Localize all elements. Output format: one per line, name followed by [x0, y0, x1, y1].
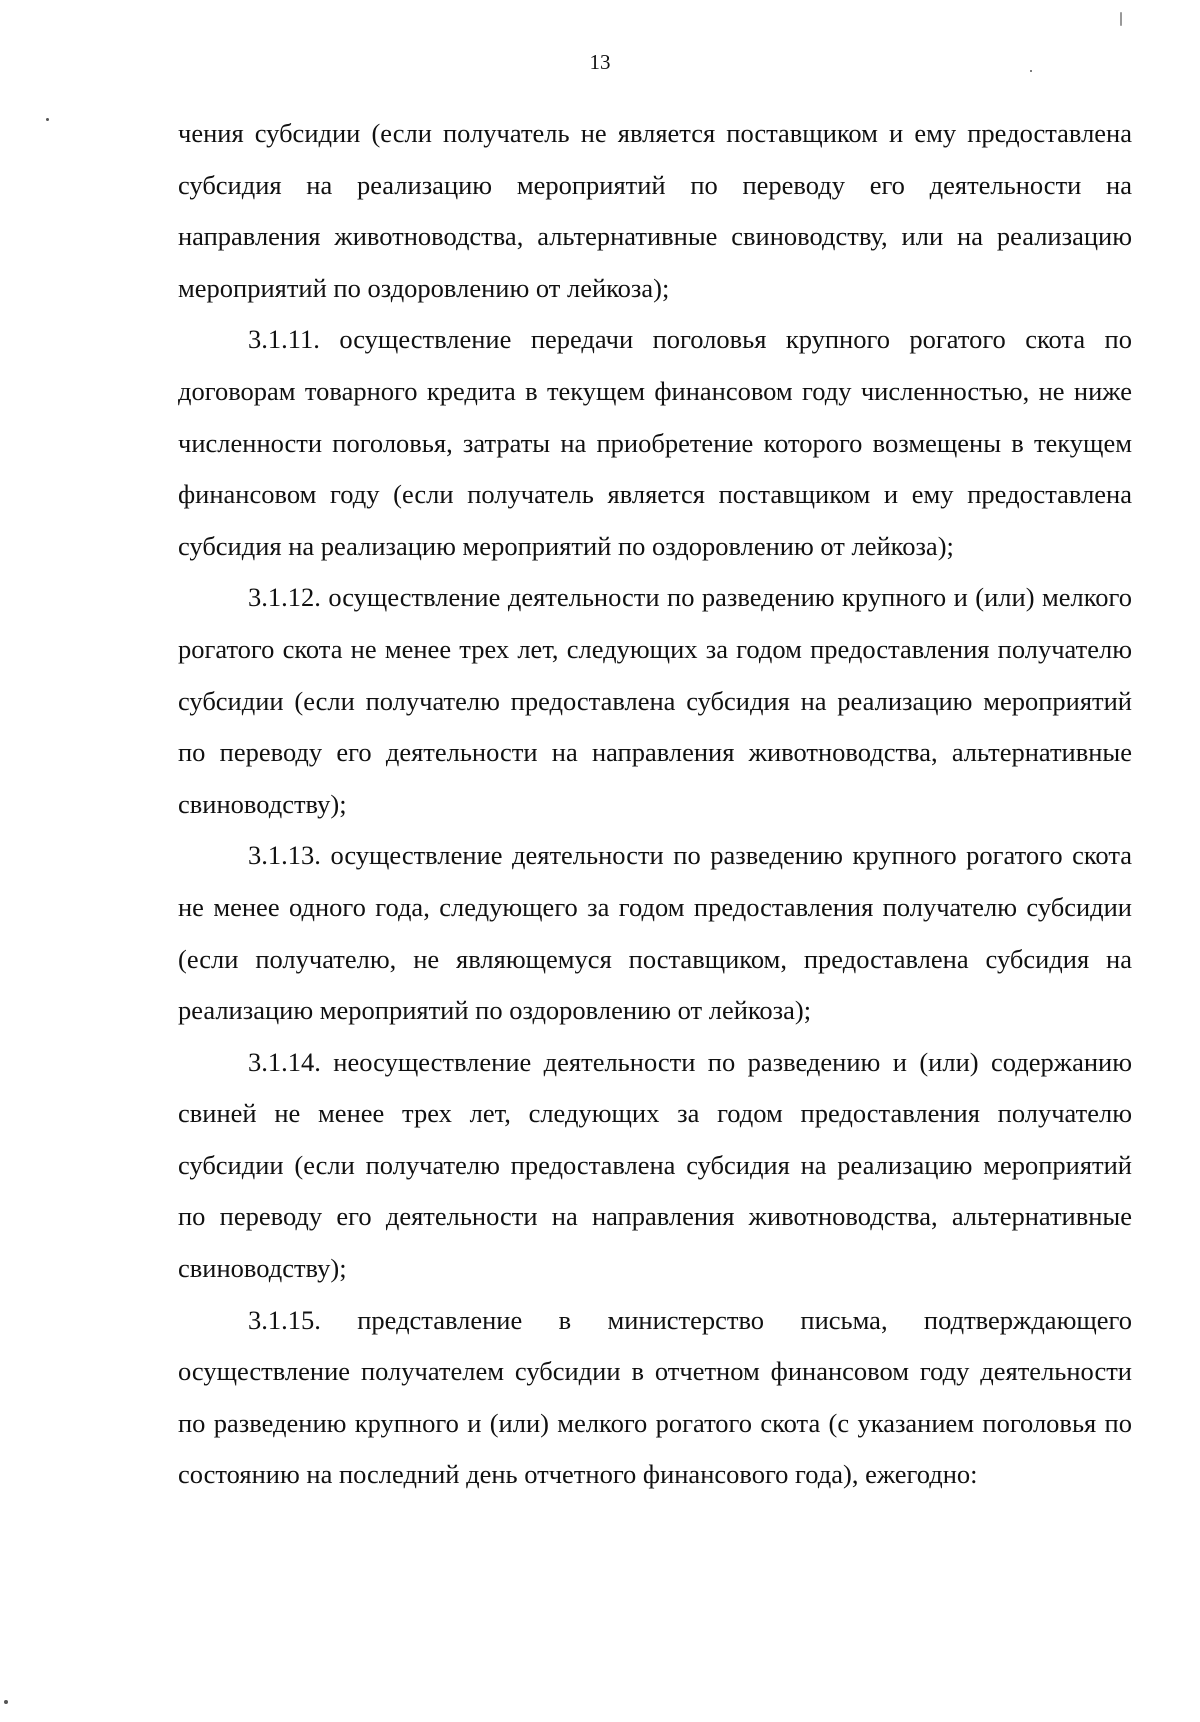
- document-body: [178, 108, 1132, 1501]
- scan-speck: [46, 118, 49, 121]
- paragraph-continuation: чения субсидии (если получатель не является поставщиком и ему предоставлена субсидия на реализацию мероприятий по переводу его деятельности на направления животноводства, альтернативные свиноводству, или на реализацию мероприятий по оздоровлению от лейкоза);: [178, 118, 1132, 303]
- paragraph-3-1-14: 3.1.14. неосуществление деятельности по разведению и (или) содержанию свиней не менее трех лет, следующих за годом предоставления получателю субсидии (если получателю предоставлена субсидия на реализацию мероприятий по переводу его деятельности на направления животноводства, альтернативные свиноводству);: [178, 1046, 1132, 1284]
- scan-speck: [1030, 70, 1032, 72]
- scan-speck: [4, 1700, 8, 1704]
- page-number: 13: [589, 50, 611, 74]
- paragraph-3-1-13: 3.1.13. осуществление деятельности по разведению крупного рогатого скота не менее одного года, следующего за годом предоставления получателю субсидии (если получателю, не являющемуся поставщиком, предоставлена субсидия на реализацию мероприятий по оздоровлению от лейкоза);: [178, 840, 1132, 1026]
- paragraph-3-1-11: 3.1.11. осуществление передачи поголовья крупного рогатого скота по договорам товарного кредита в текущем финансовом году численностью, не ниже численности поголовья, затраты на приобретение которого возмещены в текущем финансовом году (если получатель является поставщиком и ему предоставлена субсидия на реализацию мероприятий по оздоровлению от лейкоза);: [178, 324, 1132, 561]
- scan-speck: [1120, 12, 1122, 26]
- paragraph-3-1-15: 3.1.15. представление в министерство письма, подтверждающего осуществление получателем субсидии в отчетном финансовом году деятельности по разведению крупного и (или) мелкого рогатого скота (с указанием поголовья по состоянию на последний день отчетного финансового года), ежегодно:: [178, 1304, 1132, 1490]
- paragraph-3-1-12: 3.1.12. осуществление деятельности по разведению крупного и (или) мелкого рогатого скота не менее трех лет, следующих за годом предоставления получателю субсидии (если получателю предоставлена субсидия на реализацию мероприятий по переводу его деятельности на направления животноводства, альтернативные свиноводству);: [178, 582, 1132, 819]
